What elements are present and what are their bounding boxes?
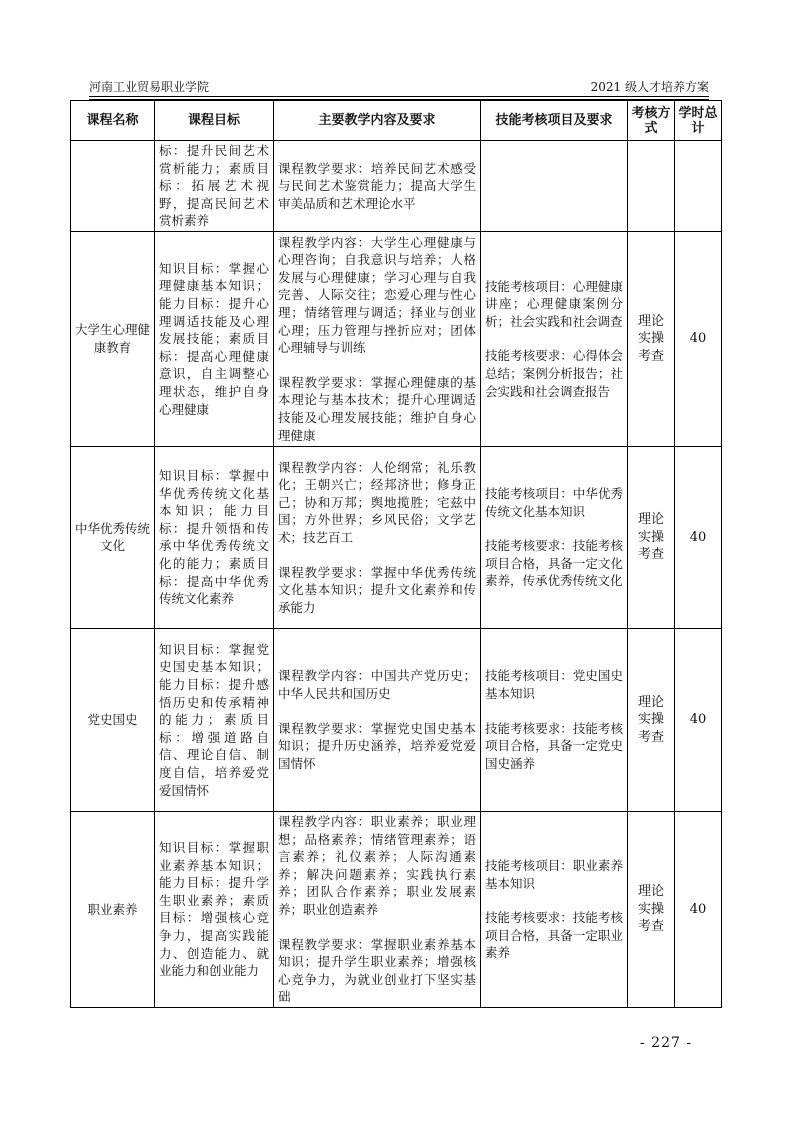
content-requirement: 课程教学要求：掌握心理健康的基本理论与基本技术；提升心理调适技能及心理发展技能；维护自身心理健康 — [278, 374, 476, 443]
skill-requirement: 技能考核要求：技能考核项目合格，具备一定职业素养 — [485, 910, 623, 961]
assessment-method: 理论实操考查 — [628, 628, 675, 811]
school-name: 河南工业贸易职业学院 — [89, 80, 210, 94]
skill-item: 技能考核项目：党史国史基本知识 — [485, 668, 623, 702]
total-hours: 40 — [675, 628, 722, 811]
total-hours: 40 — [675, 446, 722, 628]
header-main-content: 主要教学内容及要求 — [274, 101, 481, 141]
skill-assessment — [481, 628, 628, 811]
content-teaching: 课程教学内容：中国共产党历史；中华人民共和国历史 — [278, 668, 476, 702]
skill-item: 技能考核项目：心理健康讲座；心理健康案例分析；社会实践和社会调查 — [485, 278, 623, 329]
course-name: 中华优秀传统文化 — [71, 446, 155, 628]
table-row — [71, 811, 722, 1007]
course-name: 党史国史 — [71, 628, 155, 811]
assessment-method: 理论实操考查 — [628, 811, 675, 1007]
course-content — [274, 811, 481, 1007]
table-row — [71, 446, 722, 628]
course-table — [70, 100, 722, 1008]
header-course-name: 课程名称 — [71, 101, 155, 141]
skill-assessment — [481, 231, 628, 446]
content-teaching: 课程教学内容：大学生心理健康与心理咨询；自我意识与培养；人格发展与心理健康；学习心理与自我完善、人际交往；恋爱心理与性心理；情绪管理与调适；择业与创业心理；压力管理与挫折应对；团体心理辅导与训练 — [278, 234, 476, 356]
skill-assessment — [481, 811, 628, 1007]
course-target: 知识目标：掌握心理健康基本知识；能力目标：提升心理调适技能及心理发展技能；素质目标：提高心理健康意识，自主调整心理状态，维护自身心理健康 — [155, 231, 274, 446]
content-requirement: 课程教学要求：掌握党史国史基本知识；提升历史涵养，培养爱党爱国情怀 — [278, 720, 476, 771]
assessment-method — [628, 141, 675, 232]
header-course-target: 课程目标 — [155, 101, 274, 141]
skill-requirement: 技能考核要求：技能考核项目合格，具备一定党史国史涵养 — [485, 720, 623, 771]
course-target: 知识目标：掌握职业素养基本知识；能力目标：提升学生职业素养；素质目标：增强核心竞争力，提高实践能力、创造能力、就业能力和创业能力 — [155, 811, 274, 1007]
content-requirement: 课程教学要求：培养民间艺术感受与民间艺术鉴赏能力；提高大学生审美品质和艺术理论水平 — [278, 160, 476, 211]
skill-assessment — [481, 446, 628, 628]
skill-requirement: 技能考核要求：技能考核项目合格，具备一定文化素养，传承优秀传统文化 — [485, 538, 623, 589]
table-row — [71, 141, 722, 232]
page-header — [89, 78, 709, 96]
skill-item: 技能考核项目：中华优秀传统文化基本知识 — [485, 485, 623, 519]
content-teaching: 课程教学内容：职业素养；职业理想；品格素养；情绪管理素养；语言素养；礼仪素养；人际沟通素养；解决问题素养；实践执行素养；团队合作素养；职业发展素养；职业创造素养 — [278, 813, 476, 917]
course-content — [274, 446, 481, 628]
course-name: 职业素养 — [71, 811, 155, 1007]
header-assessment-method: 考核方式 — [628, 101, 675, 141]
page-number: - 227 - — [640, 1035, 693, 1051]
skill-item: 技能考核项目：职业素养基本知识 — [485, 857, 623, 891]
header-rule-thick — [89, 96, 709, 97]
skill-requirement: 技能考核要求：心得体会总结；案例分析报告；社会实践和社会调查报告 — [485, 348, 623, 399]
table-row — [71, 231, 722, 446]
skill-assessment — [481, 141, 628, 232]
plan-title: 2021 级人才培养方案 — [590, 80, 709, 94]
course-content — [274, 628, 481, 811]
assessment-method: 理论实操考查 — [628, 231, 675, 446]
course-content — [274, 231, 481, 446]
course-target: 标：提升民间艺术赏析能力；素质目标：拓展艺术视野，提高民间艺术赏析素养 — [155, 141, 274, 232]
content-requirement: 课程教学要求：掌握中华优秀传统文化基本知识；提升文化素养和传承能力 — [278, 564, 476, 615]
course-name — [71, 141, 155, 232]
total-hours: 40 — [675, 811, 722, 1007]
assessment-method: 理论实操考查 — [628, 446, 675, 628]
content-teaching: 课程教学内容：人伦纲常；礼乐教化；王朝兴亡；经邦济世；修身正己；协和万邦；舆地揽胜；宅兹中国；方外世界；乡风民俗；文学艺术；技艺百工 — [278, 459, 476, 545]
course-target: 知识目标：掌握中华优秀传统文化基本知识；能力目标：提升领悟和传承中华优秀传统文化的能力；素质目标：提高中华优秀传统文化素养 — [155, 446, 274, 628]
total-hours: 40 — [675, 231, 722, 446]
header-total-hours: 学时总计 — [675, 101, 722, 141]
table-header-row — [71, 101, 722, 141]
total-hours — [675, 141, 722, 232]
course-target: 知识目标：掌握党史国史基本知识；能力目标：提升感悟历史和传承精神的能力；素质目标：增强道路自信、理论自信、制度自信，培养爱党爱国情怀 — [155, 628, 274, 811]
course-content — [274, 141, 481, 232]
table-row — [71, 628, 722, 811]
header-skill-assessment: 技能考核项目及要求 — [481, 101, 628, 141]
content-requirement: 课程教学要求：掌握职业素养基本知识；提升学生职业素养；增强核心竞争力，为就业创业打下坚实基础 — [278, 936, 476, 1005]
course-name: 大学生心理健康教育 — [71, 231, 155, 446]
